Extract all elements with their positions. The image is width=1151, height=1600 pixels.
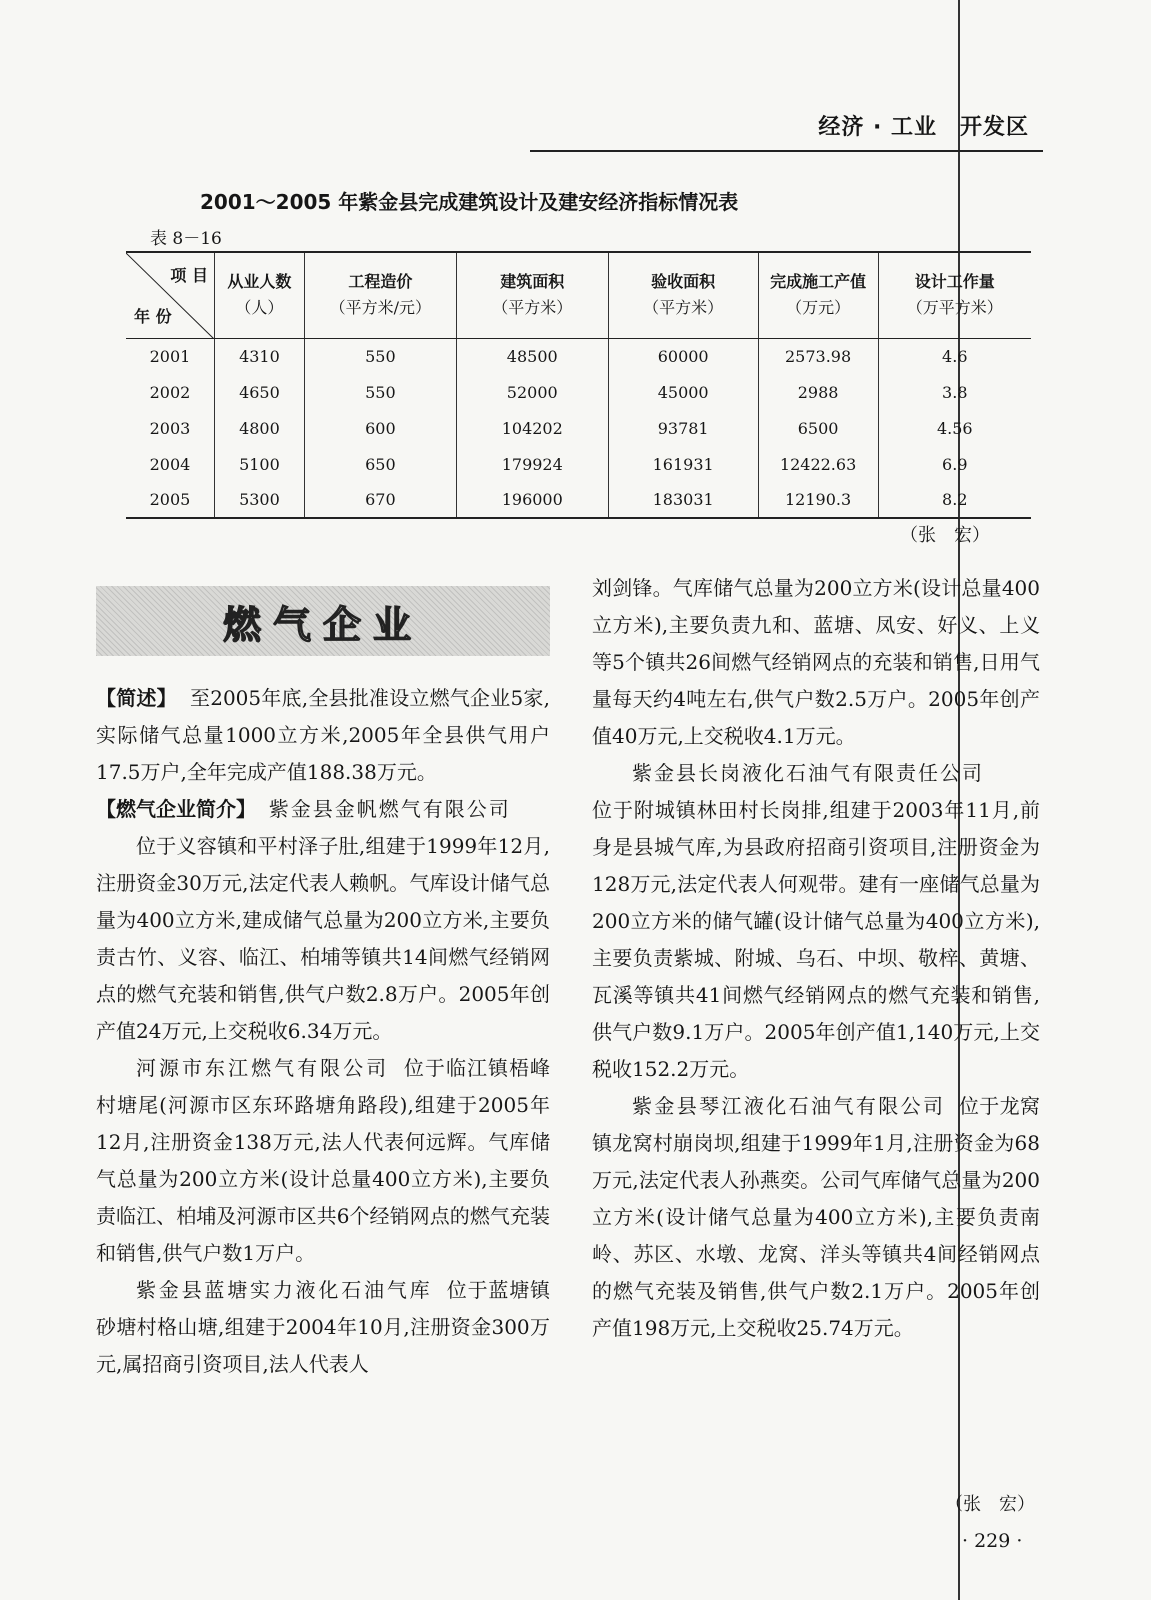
column-header: 设计工作量 （万平方米） <box>878 252 1031 338</box>
table-credit: （张 宏） <box>900 525 990 546</box>
column-header: 从业人数 （人） <box>214 252 304 338</box>
corner-header-cell <box>126 252 214 338</box>
table-cell: 93781 <box>608 410 758 446</box>
summary-paragraph <box>96 680 550 791</box>
table-row <box>126 482 1031 518</box>
continuation-paragraph: 刘剑锋。气库储气总量为200立方米(设计总量400立方米),主要负责九和、蓝塘、凤安、好义、上义等5个镇共26间燃气经销网点的充装和销售,日用气量每天约4吨左右,供气户数2.5万户。2005年创产值40万元,上交税收4.1万元。 <box>592 576 1040 748</box>
right-column <box>592 570 1040 1347</box>
company-text: 位于蓝塘镇砂塘村格山塘,组建于2004年10月,注册资金300万元,属招商引资项目,法人代表人 <box>96 1278 551 1376</box>
table-cell: 45000 <box>608 374 758 410</box>
table-cell: 650 <box>304 446 456 482</box>
summary-label: 【简述】 <box>96 686 177 710</box>
company-paragraph <box>592 1088 1040 1347</box>
section-title: 燃气企业 <box>222 602 423 647</box>
table-cell: 3.8 <box>942 382 968 402</box>
company-paragraph <box>96 1272 550 1383</box>
company-name: 紫金县琴江液化石油气有限公司 <box>632 1094 946 1118</box>
table-row <box>126 374 1031 410</box>
table-cell: 2988 <box>758 374 878 410</box>
table-cell: 12190.3 <box>758 482 878 518</box>
table-cell: 670 <box>304 482 456 518</box>
statistics-table <box>126 251 1031 519</box>
section-banner <box>96 586 550 656</box>
left-column <box>96 680 550 1383</box>
article-credit: （张 宏） <box>945 1494 1035 1515</box>
page-number: · 229 · <box>962 1530 1023 1552</box>
table-cell: 600 <box>304 410 456 446</box>
table-cell: 2004 <box>126 446 214 482</box>
table-cell: 179924 <box>456 446 608 482</box>
table-cell: 5300 <box>214 482 304 518</box>
company-name: 紫金县长岗液化石油气有限责任公司 <box>632 761 984 785</box>
table-cell: 2001 <box>126 338 214 374</box>
table-cell: 12422.63 <box>758 446 878 482</box>
company-name: 紫金县蓝塘实力液化石油气库 <box>136 1278 433 1302</box>
column-header: 验收面积 （平方米） <box>608 252 758 338</box>
table-cell: 161931 <box>608 446 758 482</box>
table-number: 表 8－16 <box>150 229 222 249</box>
company-text: 位于龙窝镇龙窝村崩岗坝,组建于1999年1月,注册资金为68万元,法定代表人孙燕奕。公司气库储气总量为200立方米(设计储气总量为400立方米),主要负责南岭、苏区、水墩、龙窝、洋头等镇共4间经销网点的燃气充装及销售,供气户数2.1万户。2005年创产值198万元,上交税收25.74万元。 <box>592 1094 1041 1340</box>
table-header-row <box>126 252 1031 338</box>
table-cell: 550 <box>304 338 456 374</box>
table-cell: 2003 <box>126 410 214 446</box>
company-paragraph <box>96 1050 550 1272</box>
table-cell: 8.2 <box>878 482 1031 518</box>
company-paragraph: 位于附城镇林田村长岗排,组建于2003年11月,前身是县城气库,为县政府招商引资项目,注册资金为128万元,法定代表人何观带。建有一座储气总量为200立方米的储气罐(设计储气总量为400立方米),主要负责紫城、附城、乌石、中坝、敬梓、黄塘、瓦溪等镇共41间燃气经销网点的燃气充装和销售,供气户数9.1万户。2005年创产值1,140万元,上交税收152.2万元。 <box>592 798 1040 1081</box>
table-cell: 2002 <box>126 374 214 410</box>
table-row <box>126 446 1031 482</box>
column-header: 工程造价 （平方米/元） <box>304 252 456 338</box>
table-cell: 2005 <box>126 482 214 518</box>
column-header: 建筑面积 （平方米） <box>456 252 608 338</box>
table-cell: 550 <box>304 374 456 410</box>
table-cell: 196000 <box>456 482 608 518</box>
table-cell: 60000 <box>608 338 758 374</box>
header-rule <box>530 150 1043 152</box>
table-cell: 2573.98 <box>758 338 878 374</box>
table-row <box>126 338 1031 374</box>
table-cell: 4.6 <box>942 346 968 366</box>
table-cell: 104202 <box>456 410 608 446</box>
company-text: 位于临江镇梧峰村塘尾(河源市区东环路塘角路段),组建于2005年12月,注册资金138万元,法人代表何远辉。气库储气总量为200立方米(设计总量400立方米),主要负责临江、柏埔及河源市区共6个经销网点的燃气充装和销售,供气户数1万户。 <box>96 1056 551 1265</box>
table-cell: 5100 <box>214 446 304 482</box>
table-cell: 48500 <box>456 338 608 374</box>
running-head: 经济 · 工业 开发区 <box>818 115 1029 140</box>
company-name: 河源市东江燃气有限公司 <box>136 1056 390 1080</box>
table-cell: 4310 <box>214 338 304 374</box>
table-title: 2001～2005 年紫金县完成建筑设计及建安经济指标情况表 <box>200 190 739 214</box>
company-paragraph: 位于义容镇和平村泽子肚,组建于1999年12月,注册资金30万元,法定代表人赖帆。气库设计储气总量为400立方米,建成储气总量为200立方米,主要负责古竹、义容、临江、柏埔等镇共14间燃气经销网点的燃气充装和销售,供气户数2.8万户。2005年创产值24万元,上交税收6.34万元。 <box>96 834 550 1043</box>
table-cell: 6.9 <box>942 454 968 474</box>
table-cell: 4650 <box>214 374 304 410</box>
table-cell: 4.56 <box>936 418 973 438</box>
table-cell: 52000 <box>456 374 608 410</box>
corner-label-year: 年 份 <box>134 306 172 326</box>
intro-heading <box>96 791 550 828</box>
column-header: 完成施工产值 （万元） <box>758 252 878 338</box>
table-cell: 4800 <box>214 410 304 446</box>
intro-label: 【燃气企业简介】 <box>96 797 256 821</box>
table-cell: 6500 <box>758 410 878 446</box>
company-name: 紫金县金帆燃气有限公司 <box>268 797 511 821</box>
summary-text: 至2005年底,全县批准设立燃气企业5家,实际储气总量1000立方米,2005年全县供气用户17.5万户,全年完成产值188.38万元。 <box>96 686 551 784</box>
table-cell: 183031 <box>608 482 758 518</box>
table-row <box>126 410 1031 446</box>
corner-label-item: 项 目 <box>170 266 208 285</box>
